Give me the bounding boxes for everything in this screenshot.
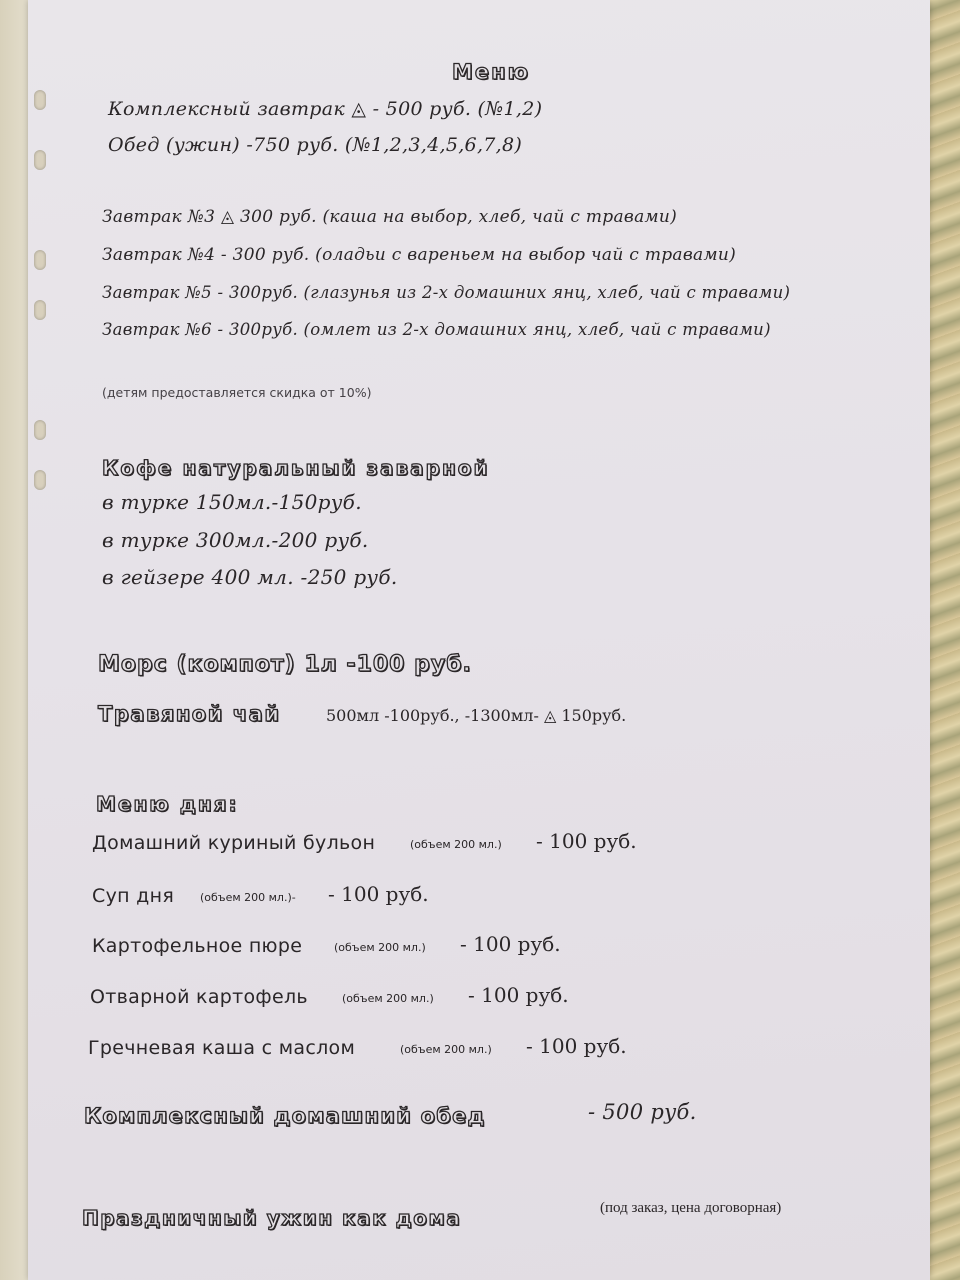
menu-title: Меню — [452, 60, 531, 84]
day-menu-item-note: (объем 200 мл.) — [342, 992, 434, 1005]
day-menu-item-price: - 100 руб. — [526, 1034, 627, 1058]
herbal-tea-heading: Травяной чай — [98, 702, 281, 726]
day-menu-item-price: - 100 руб. — [328, 882, 429, 906]
day-menu-item-price: - 100 руб. — [536, 829, 637, 853]
menu-line-breakfast-4: Завтрак №4 - 300 руб. (оладьи с вареньем на выбор чай с травами) — [102, 245, 737, 265]
day-menu-item-name: Отварной картофель — [90, 986, 308, 1008]
menu-line-breakfast-3: Завтрак №3 ◬ 300 руб. (каша на выбор, хлеб, чай с травами) — [102, 207, 678, 227]
day-menu-item-note: (объем 200 мл.) — [400, 1043, 492, 1056]
day-menu-item-price: - 100 руб. — [468, 983, 569, 1007]
complex-lunch-label: Комплексный домашний обед — [84, 1104, 486, 1128]
menu-line-breakfast-6: Завтрак №6 - 300руб. (омлет из 2-х домашних янц, хлеб, чай с травами) — [102, 320, 771, 339]
day-menu-heading: Меню дня: — [96, 792, 239, 816]
menu-line-complex-breakfast: Комплексный завтрак ◬ - 500 руб. (№1,2) — [108, 98, 543, 120]
herbal-tea-prices: 500мл -100руб., -1300мл- ◬ 150руб. — [326, 706, 627, 725]
complex-lunch-price: - 500 руб. — [588, 1100, 697, 1124]
day-menu-item-name: Домашний куриный бульон — [92, 832, 376, 854]
holiday-dinner-note: (под заказ, цена договорная) — [600, 1200, 782, 1216]
mors-line: Морс (компот) 1л -100 руб. — [98, 652, 472, 677]
day-menu-item-name: Картофельное пюре — [92, 935, 303, 957]
day-menu-item-note: (объем 200 мл.) — [334, 941, 426, 954]
day-menu-item-name: Суп дня — [92, 885, 175, 907]
discount-note: (детям предоставляется скидка от 10%) — [102, 385, 372, 400]
menu-line-lunch: Обед (ужин) -750 руб. (№1,2,3,4,5,6,7,8) — [108, 134, 523, 156]
menu-line-breakfast-5: Завтрак №5 - 300руб. (глазунья из 2-х домашних янц, хлеб, чай с травами) — [102, 283, 791, 302]
holiday-dinner-label: Праздничный ужин как дома — [82, 1206, 462, 1230]
menu-sheet — [28, 0, 930, 1280]
coffee-heading: Кофе натуральный заварной — [102, 456, 490, 480]
day-menu-item-price: - 100 руб. — [460, 932, 561, 956]
coffee-line-300: в турке 300мл.-200 руб. — [102, 528, 369, 552]
coffee-line-150: в турке 150мл.-150руб. — [102, 490, 362, 514]
day-menu-item-note: (объем 200 мл.) — [410, 838, 502, 851]
coffee-line-400: в гейзере 400 мл. -250 руб. — [102, 565, 398, 589]
day-menu-item-name: Гречневая каша с маслом — [88, 1037, 356, 1059]
day-menu-item-note: (объем 200 мл.)- — [200, 891, 296, 904]
